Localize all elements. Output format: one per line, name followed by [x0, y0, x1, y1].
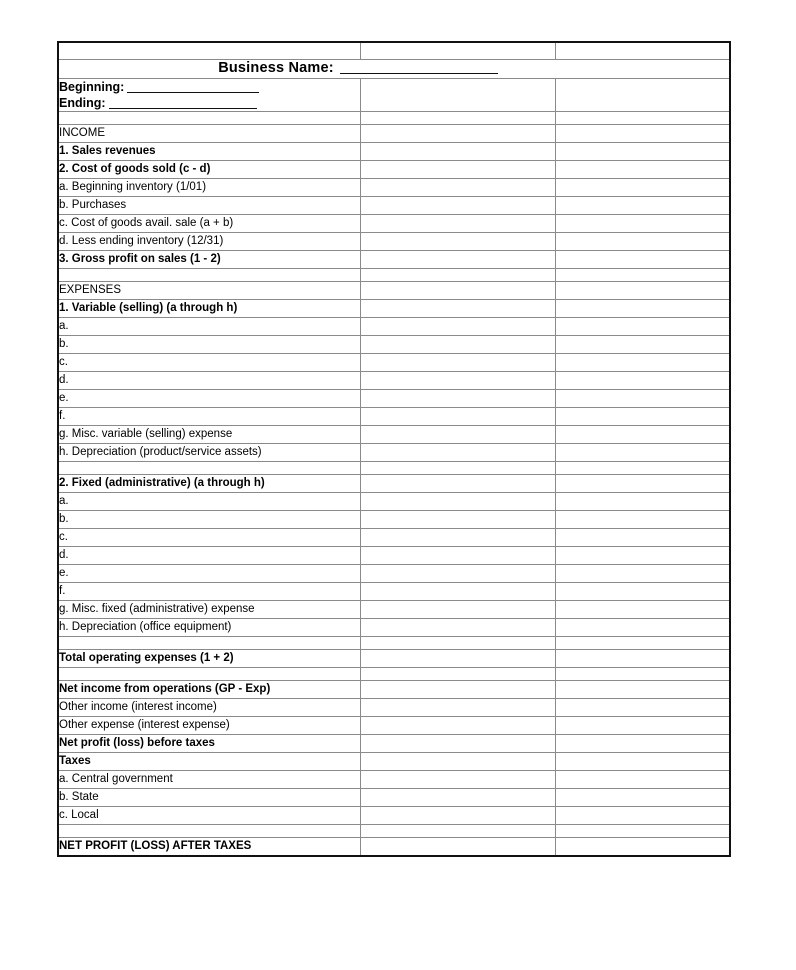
cell-empty-label [58, 42, 360, 59]
row-label-fix-e[interactable]: e. [58, 564, 360, 582]
row-label-var-f[interactable]: f. [58, 407, 360, 425]
row-label-other-income: Other income (interest income) [58, 698, 360, 716]
table-row [58, 788, 730, 806]
spacer-label [58, 636, 360, 649]
var-g-amount1[interactable] [360, 425, 555, 443]
table-row [58, 178, 730, 196]
fixed-administrative-amount1 [360, 474, 555, 492]
section-heading-income: INCOME [58, 124, 360, 142]
cost-of-goods-sold-amount2[interactable] [555, 160, 730, 178]
purchases-amount2 [555, 196, 730, 214]
fix-f-amount2 [555, 582, 730, 600]
beginning-label: Beginning: [59, 79, 125, 94]
table-row [58, 492, 730, 510]
row-label-taxes: Taxes [58, 752, 360, 770]
business-name-label: Business Name: [218, 59, 334, 76]
spacer-row [58, 667, 730, 680]
row-label-net-income-from-operations: Net income from operations (GP - Exp) [58, 680, 360, 698]
section-expenses-row [58, 281, 730, 299]
spacer-amount1 [360, 461, 555, 474]
spacer-label [58, 667, 360, 680]
table-row [58, 317, 730, 335]
table-row [58, 698, 730, 716]
fix-d-amount2 [555, 546, 730, 564]
spacer-amount2 [555, 268, 730, 281]
variable-selling-amount1 [360, 299, 555, 317]
fix-h-amount1[interactable] [360, 618, 555, 636]
var-f-amount2 [555, 407, 730, 425]
row-label-variable-selling: 1. Variable (selling) (a through h) [58, 299, 360, 317]
total-operating-expenses-amount2[interactable] [555, 649, 730, 667]
period-amount1[interactable] [360, 78, 555, 111]
row-label-var-d[interactable]: d. [58, 371, 360, 389]
spacer-amount1[interactable] [360, 111, 555, 124]
spacer-label [58, 461, 360, 474]
tax-c-amount2[interactable] [555, 806, 730, 824]
fix-b-amount1[interactable] [360, 510, 555, 528]
spacer-amount2 [555, 824, 730, 837]
var-c-amount2 [555, 353, 730, 371]
period-cell [58, 78, 360, 111]
tax-a-amount1[interactable] [360, 770, 555, 788]
table-row [58, 528, 730, 546]
row-label-fix-f[interactable]: f. [58, 582, 360, 600]
tax-a-amount2[interactable] [555, 770, 730, 788]
table-row [58, 425, 730, 443]
table-row [58, 716, 730, 734]
spacer-amount1 [360, 667, 555, 680]
spacer-row [58, 268, 730, 281]
row-label-less-ending-inventory: d. Less ending inventory (12/31) [58, 232, 360, 250]
var-e-amount1[interactable] [360, 389, 555, 407]
business-name-cell [58, 59, 730, 78]
beginning-line [59, 79, 360, 95]
fix-h-amount2 [555, 618, 730, 636]
table-row [58, 335, 730, 353]
var-h-amount2 [555, 443, 730, 461]
fix-a-amount1[interactable] [360, 492, 555, 510]
table-row [58, 752, 730, 770]
table-row [58, 389, 730, 407]
tax-b-amount1[interactable] [360, 788, 555, 806]
table-row [58, 142, 730, 160]
cell-empty-amount2[interactable] [555, 42, 730, 59]
period-amount2[interactable] [555, 78, 730, 111]
section-income-row [58, 124, 730, 142]
spacer-amount2 [555, 636, 730, 649]
row-label-var-c[interactable]: c. [58, 353, 360, 371]
table-row [58, 618, 730, 636]
row-label-var-e[interactable]: e. [58, 389, 360, 407]
row-label-tax-c: c. Local [58, 806, 360, 824]
row-label-total-operating-expenses: Total operating expenses (1 + 2) [58, 649, 360, 667]
net-income-from-operations-amount2[interactable] [555, 680, 730, 698]
row-label-purchases: b. Purchases [58, 196, 360, 214]
var-a-amount2 [555, 317, 730, 335]
table-row [58, 734, 730, 752]
row-label-fix-g: g. Misc. fixed (administrative) expense [58, 600, 360, 618]
table-row [58, 837, 730, 856]
spacer-row [58, 461, 730, 474]
spacer-label [58, 111, 360, 124]
spacer-row [58, 824, 730, 837]
fix-b-amount2 [555, 510, 730, 528]
row-label-fix-b[interactable]: b. [58, 510, 360, 528]
ending-line [59, 95, 360, 111]
beginning-input[interactable] [127, 81, 259, 93]
variable-selling-amount2[interactable] [555, 299, 730, 317]
net-profit-after-taxes-amount2[interactable] [555, 837, 730, 856]
row-label-tax-a: a. Central government [58, 770, 360, 788]
fix-a-amount2 [555, 492, 730, 510]
gross-profit-amount1 [360, 250, 555, 268]
row-label-fix-h: h. Depreciation (office equipment) [58, 618, 360, 636]
taxes-amount2 [555, 752, 730, 770]
row-label-cost-of-goods-avail: c. Cost of goods avail. sale (a + b) [58, 214, 360, 232]
ending-input[interactable] [109, 97, 257, 109]
purchases-amount1[interactable] [360, 196, 555, 214]
less-ending-inventory-amount1[interactable] [360, 232, 555, 250]
taxes-amount1 [360, 752, 555, 770]
sales-revenues-amount2[interactable] [555, 142, 730, 160]
other-expense-amount1 [360, 716, 555, 734]
business-name-input[interactable] [340, 60, 498, 74]
table-row [58, 474, 730, 492]
var-d-amount2 [555, 371, 730, 389]
total-operating-expenses-amount1 [360, 649, 555, 667]
tax-b-amount2[interactable] [555, 788, 730, 806]
table-row [58, 546, 730, 564]
fixed-administrative-amount2[interactable] [555, 474, 730, 492]
cell-empty-amount1[interactable] [360, 42, 555, 59]
income-heading-amount1 [360, 124, 555, 142]
row-label-tax-b: b. State [58, 788, 360, 806]
row-label-other-expense: Other expense (interest expense) [58, 716, 360, 734]
table-row [58, 564, 730, 582]
expenses-heading-amount1 [360, 281, 555, 299]
table-row [58, 407, 730, 425]
row-label-fix-d[interactable]: d. [58, 546, 360, 564]
other-income-amount1 [360, 698, 555, 716]
row-label-net-profit-after-taxes: NET PROFIT (LOSS) AFTER TAXES [58, 837, 360, 856]
net-income-from-operations-amount1 [360, 680, 555, 698]
table-row [58, 371, 730, 389]
var-h-amount1[interactable] [360, 443, 555, 461]
spacer-amount2[interactable] [555, 111, 730, 124]
cost-of-goods-avail-amount2 [555, 214, 730, 232]
var-g-amount2 [555, 425, 730, 443]
spacer-amount1 [360, 268, 555, 281]
row-label-sales-revenues: 1. Sales revenues [58, 142, 360, 160]
table-row [58, 214, 730, 232]
fix-c-amount2 [555, 528, 730, 546]
row-label-fix-c[interactable]: c. [58, 528, 360, 546]
row-label-cost-of-goods-sold: 2. Cost of goods sold (c - d) [58, 160, 360, 178]
spacer-amount2 [555, 667, 730, 680]
spacer-label [58, 268, 360, 281]
ending-label: Ending: [59, 95, 106, 110]
spacer-amount2 [555, 461, 730, 474]
row-label-var-a[interactable]: a. [58, 317, 360, 335]
income-heading-amount2 [555, 124, 730, 142]
var-b-amount2 [555, 335, 730, 353]
table-row [58, 160, 730, 178]
row-label-var-b[interactable]: b. [58, 335, 360, 353]
table-row [58, 443, 730, 461]
row-label-net-profit-before-taxes: Net profit (loss) before taxes [58, 734, 360, 752]
spacer-row [58, 636, 730, 649]
table-row [58, 42, 730, 59]
row-label-var-h: h. Depreciation (product/service assets) [58, 443, 360, 461]
table-row [58, 806, 730, 824]
net-profit-before-taxes-amount1 [360, 734, 555, 752]
beginning-inventory-amount2 [555, 178, 730, 196]
row-label-gross-profit: 3. Gross profit on sales (1 - 2) [58, 250, 360, 268]
other-income-amount2[interactable] [555, 698, 730, 716]
row-label-fixed-administrative: 2. Fixed (administrative) (a through h) [58, 474, 360, 492]
business-name-row [58, 59, 730, 78]
spacer-amount1 [360, 824, 555, 837]
net-profit-after-taxes-amount1 [360, 837, 555, 856]
expenses-heading-amount2 [555, 281, 730, 299]
row-label-beginning-inventory: a. Beginning inventory (1/01) [58, 178, 360, 196]
fix-g-amount1[interactable] [360, 600, 555, 618]
table-row [58, 250, 730, 268]
table-row [58, 649, 730, 667]
spacer-row [58, 111, 730, 124]
tax-c-amount1[interactable] [360, 806, 555, 824]
section-heading-expenses: EXPENSES [58, 281, 360, 299]
net-profit-before-taxes-amount2[interactable] [555, 734, 730, 752]
gross-profit-amount2[interactable] [555, 250, 730, 268]
fix-c-amount1[interactable] [360, 528, 555, 546]
var-a-amount1[interactable] [360, 317, 555, 335]
spacer-amount1 [360, 636, 555, 649]
beginning-inventory-amount1[interactable] [360, 178, 555, 196]
table-row [58, 600, 730, 618]
spacer-label [58, 824, 360, 837]
table-row [58, 299, 730, 317]
row-label-fix-a[interactable]: a. [58, 492, 360, 510]
row-label-var-g: g. Misc. variable (selling) expense [58, 425, 360, 443]
table-row [58, 353, 730, 371]
fix-d-amount1[interactable] [360, 546, 555, 564]
table-row [58, 196, 730, 214]
var-c-amount1[interactable] [360, 353, 555, 371]
other-expense-amount2[interactable] [555, 716, 730, 734]
table-row [58, 770, 730, 788]
less-ending-inventory-amount2 [555, 232, 730, 250]
var-d-amount1[interactable] [360, 371, 555, 389]
fix-g-amount2 [555, 600, 730, 618]
table-row [58, 510, 730, 528]
cost-of-goods-avail-amount1[interactable] [360, 214, 555, 232]
period-row [58, 78, 730, 111]
fix-e-amount1[interactable] [360, 564, 555, 582]
var-b-amount1[interactable] [360, 335, 555, 353]
table-row [58, 582, 730, 600]
table-row [58, 680, 730, 698]
cost-of-goods-sold-amount1 [360, 160, 555, 178]
sales-revenues-amount1 [360, 142, 555, 160]
fix-e-amount2 [555, 564, 730, 582]
table-row [58, 232, 730, 250]
var-f-amount1[interactable] [360, 407, 555, 425]
profit-loss-table [57, 41, 731, 857]
fix-f-amount1[interactable] [360, 582, 555, 600]
var-e-amount2 [555, 389, 730, 407]
